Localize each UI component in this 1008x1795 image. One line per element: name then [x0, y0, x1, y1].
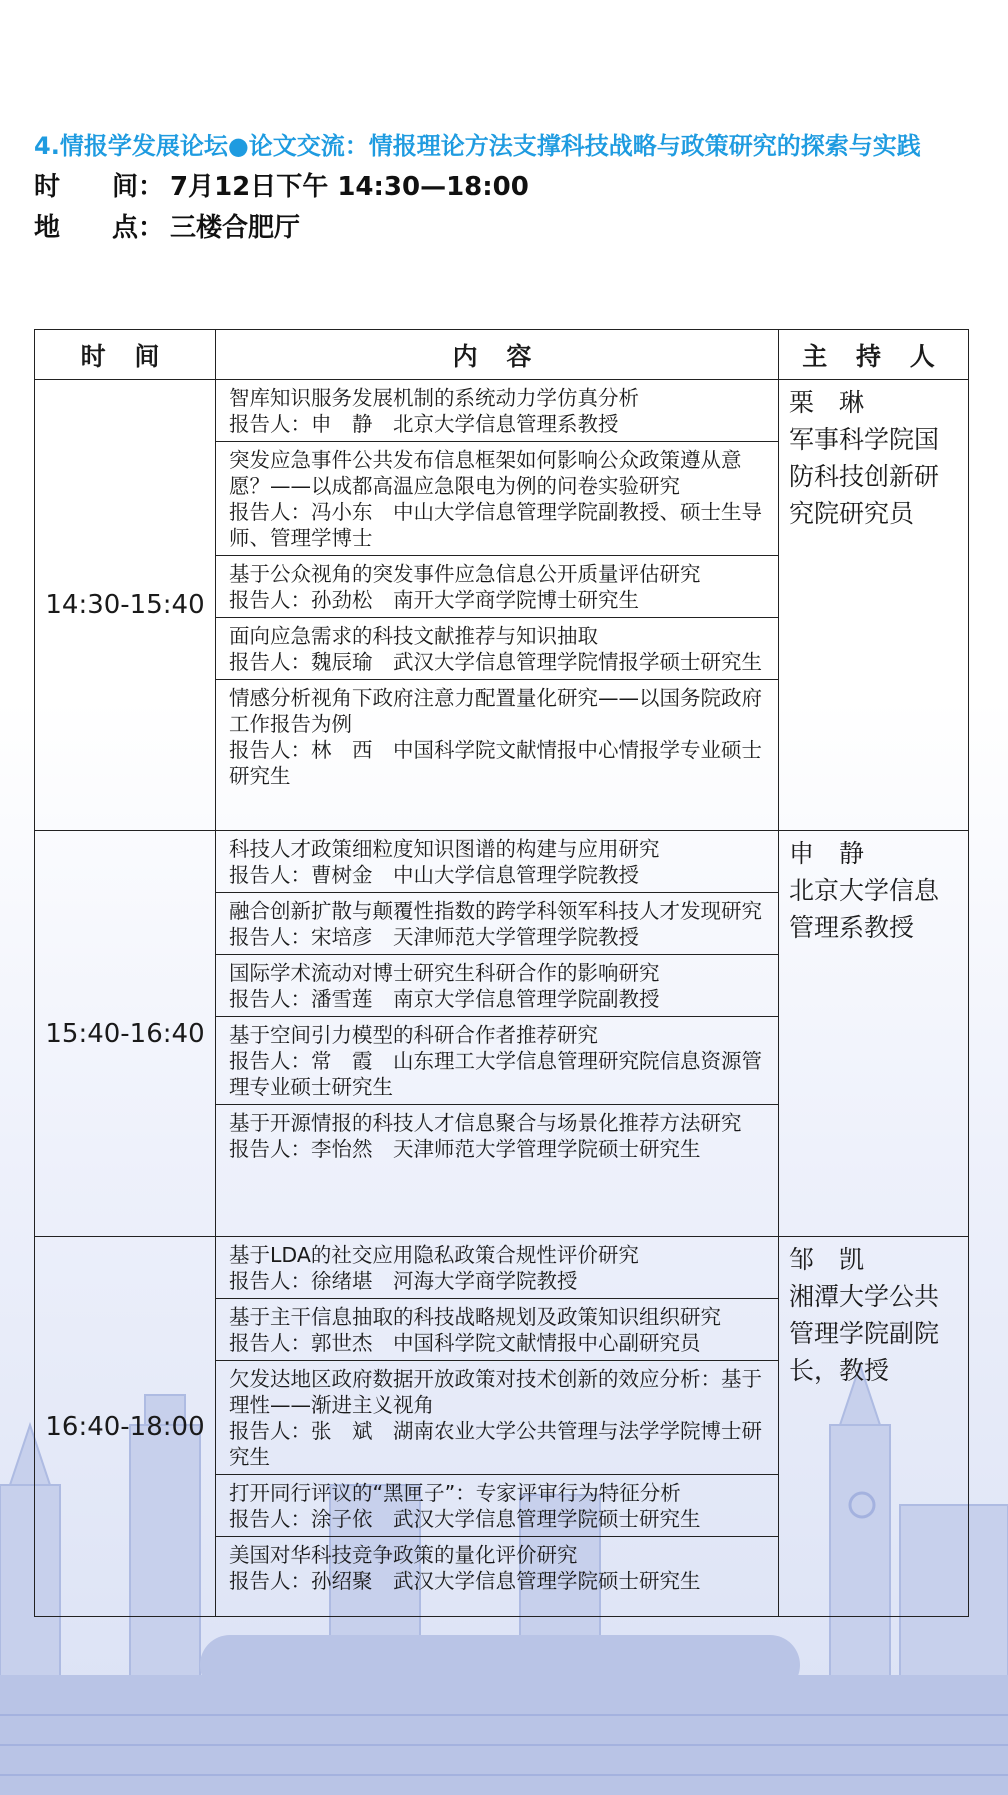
talk-item — [216, 893, 778, 955]
session-host — [779, 1237, 969, 1617]
talk-reporter: 报告人：涂子依 武汉大学信息管理学院硕士研究生 — [229, 1507, 701, 1531]
talk-title: 面向应急需求的科技文献推荐与知识抽取 — [229, 624, 598, 648]
talk-item — [216, 1017, 778, 1105]
session-time: 16:40-18:00 — [35, 1237, 216, 1617]
talk-reporter: 报告人：魏辰瑜 武汉大学信息管理学院情报学硕士研究生 — [229, 650, 762, 674]
talk-title: 基于开源情报的科技人才信息聚合与场景化推荐方法研究 — [229, 1111, 742, 1135]
talk-reporter: 报告人：张 斌 湖南农业大学公共管理与法学学院博士研究生 — [229, 1419, 762, 1469]
talk-item — [216, 1537, 778, 1598]
header-content: 内 容 — [216, 330, 779, 380]
session-talks — [216, 380, 779, 831]
page-header — [34, 128, 984, 247]
talk-reporter: 报告人：冯小东 中山大学信息管理学院副教授、硕士生导师、管理学博士 — [229, 500, 762, 550]
talk-reporter: 报告人：潘雪莲 南京大学信息管理学院副教授 — [229, 987, 660, 1011]
talk-title: 欠发达地区政府数据开放政策对技术创新的效应分析：基于理性——渐进主义视角 — [229, 1367, 762, 1417]
talk-item — [216, 680, 778, 793]
talk-reporter: 报告人：林 西 中国科学院文献情报中心情报学专业硕士研究生 — [229, 738, 762, 788]
talk-item — [216, 380, 778, 442]
talk-title: 突发应急事件公共发布信息框架如何影响公众政策遵从意愿？——以成都高温应急限电为例的问卷实验研究 — [229, 448, 742, 498]
talk-reporter: 报告人：申 静 北京大学信息管理系教授 — [229, 412, 619, 436]
talk-reporter: 报告人：孙劲松 南开大学商学院博士研究生 — [229, 588, 639, 612]
talk-reporter: 报告人：曹树金 中山大学信息管理学院教授 — [229, 863, 639, 887]
session-talks — [216, 1237, 779, 1617]
header-host: 主 持 人 — [779, 330, 969, 380]
talk-item — [216, 556, 778, 618]
talk-title: 智库知识服务发展机制的系统动力学仿真分析 — [229, 386, 639, 410]
session-talks — [216, 831, 779, 1237]
session-row — [35, 380, 969, 831]
talk-item — [216, 618, 778, 680]
talk-reporter: 报告人：郭世杰 中国科学院文献情报中心副研究员 — [229, 1331, 701, 1355]
talk-title: 情感分析视角下政府注意力配置量化研究——以国务院政府工作报告为例 — [229, 686, 762, 736]
talk-item — [216, 831, 778, 893]
talk-reporter: 报告人：徐绪堪 河海大学商学院教授 — [229, 1269, 578, 1293]
host-title: 北京大学信息管理系教授 — [789, 876, 940, 942]
talk-reporter: 报告人：常 霞 山东理工大学信息管理研究院信息资源管理专业硕士研究生 — [229, 1049, 762, 1099]
place-label: 地 点： — [34, 213, 165, 243]
host-title: 军事科学院国防科技创新研究院研究员 — [789, 425, 940, 528]
talk-title: 基于空间引力模型的科研合作者推荐研究 — [229, 1023, 598, 1047]
talk-item — [216, 1361, 778, 1475]
session-host — [779, 380, 969, 831]
talk-item — [216, 955, 778, 1017]
talk-reporter: 报告人：李怡然 天津师范大学管理学院硕士研究生 — [229, 1137, 701, 1161]
talk-title: 美国对华科技竞争政策的量化评价研究 — [229, 1543, 578, 1567]
talk-title: 基于主干信息抽取的科技战略规划及政策知识组织研究 — [229, 1305, 721, 1329]
host-name: 邹 凯 — [789, 1245, 865, 1274]
place-row — [34, 209, 984, 247]
talk-title: 科技人才政策细粒度知识图谱的构建与应用研究 — [229, 837, 660, 861]
talk-title: 打开同行评议的“黑匣子”：专家评审行为特征分析 — [229, 1481, 681, 1505]
time-label: 时 间： — [34, 172, 165, 202]
place-value: 三楼合肥厅 — [170, 213, 301, 243]
session-row — [35, 1237, 969, 1617]
time-value: 7月12日下午 14:30—18:00 — [170, 172, 529, 202]
header-time: 时 间 — [35, 330, 216, 380]
talk-title: 基于LDA的社交应用隐私政策合规性评价研究 — [229, 1243, 639, 1267]
host-name: 申 静 — [789, 839, 865, 868]
schedule-table — [34, 329, 969, 1617]
session-time: 15:40-16:40 — [35, 831, 216, 1237]
talk-item — [216, 442, 778, 556]
talk-title: 融合创新扩散与颠覆性指数的跨学科领军科技人才发现研究 — [229, 899, 762, 923]
talk-item — [216, 1105, 778, 1166]
talk-item — [216, 1237, 778, 1299]
talk-reporter: 报告人：宋培彦 天津师范大学管理学院教授 — [229, 925, 639, 949]
talk-title: 基于公众视角的突发事件应急信息公开质量评估研究 — [229, 562, 701, 586]
talk-title: 国际学术流动对博士研究生科研合作的影响研究 — [229, 961, 660, 985]
session-time: 14:30-15:40 — [35, 380, 216, 831]
section-title: 4.情报学发展论坛●论文交流：情报理论方法支撑科技战略与政策研究的探索与实践 — [34, 132, 921, 160]
table-header-row — [35, 330, 969, 380]
host-name: 栗 琳 — [789, 388, 865, 417]
session-row — [35, 831, 969, 1237]
time-row — [34, 168, 984, 206]
talk-item — [216, 1475, 778, 1537]
talk-item — [216, 1299, 778, 1361]
session-host — [779, 831, 969, 1237]
host-title: 湘潭大学公共管理学院副院长，教授 — [789, 1282, 940, 1385]
talk-reporter: 报告人：孙绍聚 武汉大学信息管理学院硕士研究生 — [229, 1569, 701, 1593]
